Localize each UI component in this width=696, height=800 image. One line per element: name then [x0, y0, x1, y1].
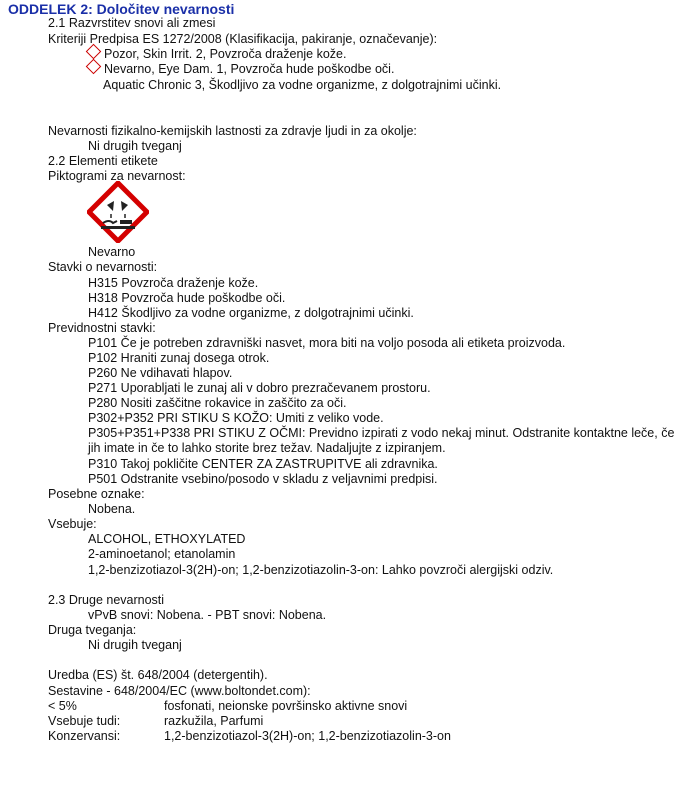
ingredient-value: razkužila, Parfumi: [164, 714, 264, 728]
vpvb-statement: vPvB snovi: Nobena. - PBT snovi: Nobena.: [88, 608, 327, 622]
ingredient-label: < 5%: [48, 699, 77, 713]
classification-item: [88, 47, 346, 62]
subsection-2-1-heading: 2.1 Razvrstitev snovi ali zmesi: [48, 16, 216, 30]
ingredients-heading: Sestavine - 648/2004/EC (www.boltondet.com):: [48, 684, 311, 698]
section-title: ODDELEK 2: Določitev nevarnosti: [8, 1, 235, 17]
precautionary-statement: P302+P352 PRI STIKU S KOŽO: Umiti z veliko vode.: [88, 411, 384, 425]
classification-text: Pozor, Skin Irrit. 2, Povzroča draženje kože.: [104, 47, 347, 61]
other-hazards-heading: Druga tveganja:: [48, 623, 137, 637]
hazard-statement: H315 Povzroča draženje kože.: [88, 276, 259, 290]
warning-diamond-icon: [86, 59, 102, 75]
subsection-2-3-heading: 2.3 Druge nevarnosti: [48, 593, 165, 607]
warning-diamond-icon: [86, 44, 102, 60]
ingredient-value: fosfonati, neionske površinsko aktivne snovi: [164, 699, 408, 713]
regulation-line: Uredba (ES) št. 648/2004 (detergentih).: [48, 668, 268, 682]
hazard-statement: H412 Škodljivo za vodne organizme, z dolgotrajnimi učinki.: [88, 306, 414, 320]
physchem-heading: Nevarnosti fizikalno-kemijskih lastnosti za zdravje ljudi in za okolje:: [48, 124, 417, 138]
contains-item: 2-aminoetanol; etanolamin: [88, 547, 236, 561]
precautionary-statement: P260 Ne vdihavati hlapov.: [88, 366, 233, 380]
precautionary-statement: P501 Odstranite vsebino/posodo v skladu z veljavnimi predpisi.: [88, 472, 438, 486]
criteria-heading: Kriteriji Predpisa ES 1272/2008 (Klasifikacija, pakiranje, označevanje):: [48, 32, 438, 46]
corrosion-icon: [87, 181, 149, 243]
contains-item: ALCOHOL, ETHOXYLATED: [88, 532, 246, 546]
hazard-statement: H318 Povzroča hude poškodbe oči.: [88, 291, 286, 305]
contains-item: 1,2-benzizotiazol-3(2H)-on; 1,2-benzizotiazolin-3-on: Lahko povzroči alergijski odziv.: [88, 563, 554, 577]
ingredient-label: Vsebuje tudi:: [48, 714, 121, 728]
classification-item: [88, 62, 394, 77]
ingredient-label: Konzervansi:: [48, 729, 121, 743]
hazard-statements-heading: Stavki o nevarnosti:: [48, 260, 158, 274]
subsection-2-2-heading: 2.2 Elementi etikete: [48, 154, 158, 168]
contains-heading: Vsebuje:: [48, 517, 97, 531]
classification-item: Aquatic Chronic 3, Škodljivo za vodne organizme, z dolgotrajnimi učinki.: [103, 78, 502, 92]
precautionary-statement: P305+P351+P338 PRI STIKU Z OČMI: Previdno izpirati z vodo nekaj minut. Odstranite kontaktne leče, če jih imate in če to lahko storite brez težav. Nadaljujte z izpiranjem.: [88, 426, 675, 455]
other-hazards-value: Ni drugih tveganj: [88, 638, 182, 652]
precautionary-statement: P102 Hraniti zunaj dosega otrok.: [88, 351, 270, 365]
special-labels-value: Nobena.: [88, 502, 136, 516]
precautionary-statement: P101 Če je potreben zdravniški nasvet, mora biti na voljo posoda ali etiketa proizvoda.: [88, 336, 566, 350]
precautionary-statement: P310 Takoj pokličite CENTER ZA ZASTRUPITVE ali zdravnika.: [88, 457, 438, 471]
physchem-value: Ni drugih tveganj: [88, 139, 182, 153]
ingredient-value: 1,2-benzizotiazol-3(2H)-on; 1,2-benzizotiazolin-3-on: [164, 729, 451, 743]
classification-text: Nevarno, Eye Dam. 1, Povzroča hude poškodbe oči.: [104, 62, 395, 76]
signal-word: Nevarno: [88, 245, 136, 259]
precautionary-statement: P280 Nositi zaščitne rokavice in zaščito za oči.: [88, 396, 347, 410]
special-labels-heading: Posebne oznake:: [48, 487, 145, 501]
precautionary-statements-heading: Previdnostni stavki:: [48, 321, 156, 335]
precautionary-statement: P271 Uporabljati le zunaj ali v dobro prezračevanem prostoru.: [88, 381, 431, 395]
pictograms-heading: Piktogrami za nevarnost:: [48, 169, 186, 183]
